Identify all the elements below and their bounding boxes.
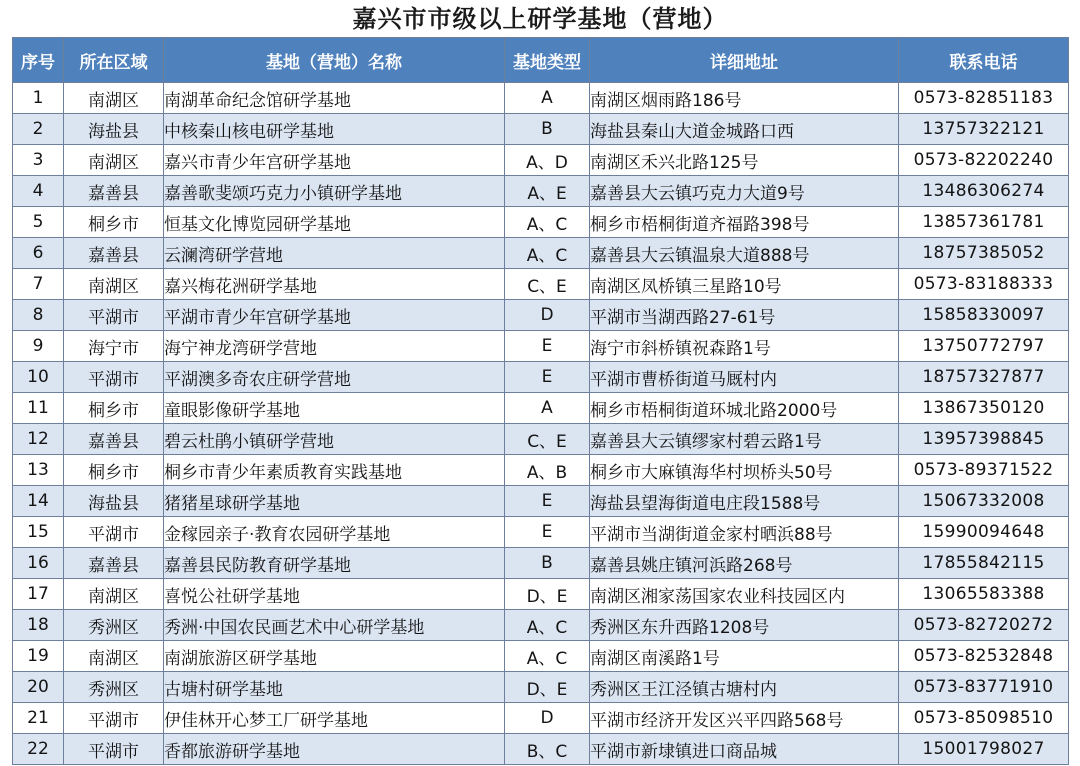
cell-address: 嘉善县大云镇缪家村碧云路1号 bbox=[590, 424, 899, 455]
cell-name: 平湖市青少年宫研学基地 bbox=[164, 300, 505, 331]
cell-type: B、C bbox=[505, 734, 590, 765]
cell-index: 20 bbox=[13, 672, 64, 703]
cell-region: 平湖市 bbox=[64, 300, 164, 331]
cell-phone: 0573-82202240 bbox=[899, 145, 1069, 176]
cell-index: 4 bbox=[13, 176, 64, 207]
cell-address: 嘉善县姚庄镇河浜路268号 bbox=[590, 548, 899, 579]
cell-type: D bbox=[505, 300, 590, 331]
table-row bbox=[13, 424, 1069, 455]
cell-type: A、C bbox=[505, 207, 590, 238]
cell-address: 秀洲区王江泾镇古塘村内 bbox=[590, 672, 899, 703]
cell-index: 18 bbox=[13, 610, 64, 641]
cell-address: 海宁市斜桥镇祝森路1号 bbox=[590, 331, 899, 362]
cell-index: 7 bbox=[13, 269, 64, 300]
cell-name: 平湖澳多奇农庄研学营地 bbox=[164, 362, 505, 393]
cell-region: 嘉善县 bbox=[64, 424, 164, 455]
cell-type: D bbox=[505, 703, 590, 734]
table-row bbox=[13, 331, 1069, 362]
cell-type: A bbox=[505, 393, 590, 424]
cell-phone: 13957398845 bbox=[899, 424, 1069, 455]
cell-phone: 0573-82851183 bbox=[899, 83, 1069, 114]
cell-index: 11 bbox=[13, 393, 64, 424]
cell-name: 伊佳林开心梦工厂研学基地 bbox=[164, 703, 505, 734]
cell-name: 古塘村研学基地 bbox=[164, 672, 505, 703]
cell-name: 金稼园亲子·教育农园研学基地 bbox=[164, 517, 505, 548]
cell-phone: 13757322121 bbox=[899, 114, 1069, 145]
cell-phone: 15858330097 bbox=[899, 300, 1069, 331]
cell-address: 秀洲区东升西路1208号 bbox=[590, 610, 899, 641]
cell-name: 嘉善歌斐颂巧克力小镇研学基地 bbox=[164, 176, 505, 207]
cell-address: 平湖市当湖西路27-61号 bbox=[590, 300, 899, 331]
cell-name: 香都旅游研学基地 bbox=[164, 734, 505, 765]
cell-phone: 0573-83188333 bbox=[899, 269, 1069, 300]
cell-name: 碧云杜鹃小镇研学营地 bbox=[164, 424, 505, 455]
table-row bbox=[13, 393, 1069, 424]
cell-address: 平湖市新埭镇进口商品城 bbox=[590, 734, 899, 765]
table-row bbox=[13, 672, 1069, 703]
cell-address: 桐乡市大麻镇海华村坝桥头50号 bbox=[590, 455, 899, 486]
table-row bbox=[13, 207, 1069, 238]
table-row bbox=[13, 610, 1069, 641]
cell-region: 秀洲区 bbox=[64, 610, 164, 641]
cell-address: 桐乡市梧桐街道环城北路2000号 bbox=[590, 393, 899, 424]
cell-name: 嘉善县民防教育研学基地 bbox=[164, 548, 505, 579]
cell-region: 海盐县 bbox=[64, 114, 164, 145]
cell-index: 13 bbox=[13, 455, 64, 486]
cell-index: 21 bbox=[13, 703, 64, 734]
cell-region: 南湖区 bbox=[64, 641, 164, 672]
page-title: 嘉兴市市级以上研学基地（营地） bbox=[352, 5, 728, 33]
cell-type: A、B bbox=[505, 455, 590, 486]
cell-type: A、C bbox=[505, 610, 590, 641]
table-row bbox=[13, 145, 1069, 176]
cell-index: 5 bbox=[13, 207, 64, 238]
cell-address: 桐乡市梧桐街道齐福路398号 bbox=[590, 207, 899, 238]
header-name: 基地（营地）名称 bbox=[164, 38, 505, 83]
table-row bbox=[13, 486, 1069, 517]
cell-index: 6 bbox=[13, 238, 64, 269]
cell-index: 19 bbox=[13, 641, 64, 672]
table-row bbox=[13, 176, 1069, 207]
cell-address: 南湖区湘家荡国家农业科技园区内 bbox=[590, 579, 899, 610]
header-row bbox=[13, 38, 1069, 83]
cell-region: 秀洲区 bbox=[64, 672, 164, 703]
cell-name: 海宁神龙湾研学营地 bbox=[164, 331, 505, 362]
cell-region: 南湖区 bbox=[64, 83, 164, 114]
cell-type: E bbox=[505, 486, 590, 517]
cell-index: 3 bbox=[13, 145, 64, 176]
cell-phone: 13065583388 bbox=[899, 579, 1069, 610]
cell-type: D、E bbox=[505, 579, 590, 610]
cell-index: 16 bbox=[13, 548, 64, 579]
cell-region: 南湖区 bbox=[64, 269, 164, 300]
table-row bbox=[13, 114, 1069, 145]
cell-region: 桐乡市 bbox=[64, 207, 164, 238]
cell-index: 1 bbox=[13, 83, 64, 114]
header-type: 基地类型 bbox=[505, 38, 590, 83]
table-row bbox=[13, 548, 1069, 579]
research-base-table bbox=[12, 37, 1069, 765]
cell-region: 平湖市 bbox=[64, 703, 164, 734]
cell-phone: 18757327877 bbox=[899, 362, 1069, 393]
table-body bbox=[13, 83, 1069, 765]
table-row bbox=[13, 641, 1069, 672]
cell-type: D、E bbox=[505, 672, 590, 703]
header-region: 所在区域 bbox=[64, 38, 164, 83]
cell-type: E bbox=[505, 362, 590, 393]
cell-region: 南湖区 bbox=[64, 579, 164, 610]
cell-name: 桐乡市青少年素质教育实践基地 bbox=[164, 455, 505, 486]
cell-index: 17 bbox=[13, 579, 64, 610]
cell-address: 海盐县望海街道电庄段1588号 bbox=[590, 486, 899, 517]
table-row bbox=[13, 455, 1069, 486]
cell-region: 嘉善县 bbox=[64, 548, 164, 579]
cell-index: 22 bbox=[13, 734, 64, 765]
cell-type: A、C bbox=[505, 641, 590, 672]
cell-type: C、E bbox=[505, 269, 590, 300]
cell-index: 14 bbox=[13, 486, 64, 517]
cell-name: 秀洲·中国农民画艺术中心研学基地 bbox=[164, 610, 505, 641]
cell-phone: 0573-82720272 bbox=[899, 610, 1069, 641]
cell-phone: 15990094648 bbox=[899, 517, 1069, 548]
cell-type: B bbox=[505, 548, 590, 579]
cell-phone: 13867350120 bbox=[899, 393, 1069, 424]
cell-name: 喜悦公社研学基地 bbox=[164, 579, 505, 610]
cell-phone: 13486306274 bbox=[899, 176, 1069, 207]
cell-address: 南湖区凤桥镇三星路10号 bbox=[590, 269, 899, 300]
cell-type: C、E bbox=[505, 424, 590, 455]
cell-name: 童眼影像研学基地 bbox=[164, 393, 505, 424]
cell-region: 嘉善县 bbox=[64, 176, 164, 207]
table-row bbox=[13, 517, 1069, 548]
header-address: 详细地址 bbox=[590, 38, 899, 83]
cell-phone: 13857361781 bbox=[899, 207, 1069, 238]
cell-address: 平湖市当湖街道金家村晒浜88号 bbox=[590, 517, 899, 548]
cell-region: 平湖市 bbox=[64, 362, 164, 393]
cell-phone: 0573-89371522 bbox=[899, 455, 1069, 486]
cell-type: E bbox=[505, 331, 590, 362]
cell-phone: 15001798027 bbox=[899, 734, 1069, 765]
table-row bbox=[13, 734, 1069, 765]
cell-phone: 0573-85098510 bbox=[899, 703, 1069, 734]
cell-name: 嘉兴梅花洲研学基地 bbox=[164, 269, 505, 300]
cell-name: 猪猪星球研学基地 bbox=[164, 486, 505, 517]
table-row bbox=[13, 300, 1069, 331]
cell-index: 8 bbox=[13, 300, 64, 331]
cell-region: 海盐县 bbox=[64, 486, 164, 517]
cell-name: 恒基文化博览园研学基地 bbox=[164, 207, 505, 238]
table-row bbox=[13, 362, 1069, 393]
table-header bbox=[13, 38, 1069, 83]
cell-index: 15 bbox=[13, 517, 64, 548]
cell-name: 云澜湾研学营地 bbox=[164, 238, 505, 269]
cell-phone: 17855842115 bbox=[899, 548, 1069, 579]
cell-index: 10 bbox=[13, 362, 64, 393]
cell-region: 桐乡市 bbox=[64, 455, 164, 486]
cell-type: A、C bbox=[505, 238, 590, 269]
cell-phone: 13750772797 bbox=[899, 331, 1069, 362]
cell-region: 海宁市 bbox=[64, 331, 164, 362]
cell-type: A、D bbox=[505, 145, 590, 176]
cell-address: 海盐县秦山大道金城路口西 bbox=[590, 114, 899, 145]
cell-region: 平湖市 bbox=[64, 517, 164, 548]
cell-phone: 18757385052 bbox=[899, 238, 1069, 269]
cell-phone: 0573-83771910 bbox=[899, 672, 1069, 703]
cell-phone: 15067332008 bbox=[899, 486, 1069, 517]
cell-name: 嘉兴市青少年宫研学基地 bbox=[164, 145, 505, 176]
cell-type: B bbox=[505, 114, 590, 145]
cell-region: 嘉善县 bbox=[64, 238, 164, 269]
cell-index: 2 bbox=[13, 114, 64, 145]
cell-region: 平湖市 bbox=[64, 734, 164, 765]
table-row bbox=[13, 238, 1069, 269]
cell-type: E bbox=[505, 517, 590, 548]
cell-type: A、E bbox=[505, 176, 590, 207]
cell-address: 南湖区禾兴北路125号 bbox=[590, 145, 899, 176]
cell-name: 南湖革命纪念馆研学基地 bbox=[164, 83, 505, 114]
cell-address: 嘉善县大云镇巧克力大道9号 bbox=[590, 176, 899, 207]
table-row bbox=[13, 269, 1069, 300]
cell-address: 嘉善县大云镇温泉大道888号 bbox=[590, 238, 899, 269]
cell-address: 南湖区南溪路1号 bbox=[590, 641, 899, 672]
table-row bbox=[13, 703, 1069, 734]
cell-address: 平湖市曹桥街道马厩村内 bbox=[590, 362, 899, 393]
cell-type: A bbox=[505, 83, 590, 114]
header-index: 序号 bbox=[13, 38, 64, 83]
cell-index: 12 bbox=[13, 424, 64, 455]
cell-name: 南湖旅游区研学基地 bbox=[164, 641, 505, 672]
cell-index: 9 bbox=[13, 331, 64, 362]
table-row bbox=[13, 579, 1069, 610]
table-row bbox=[13, 83, 1069, 114]
cell-address: 南湖区烟雨路186号 bbox=[590, 83, 899, 114]
cell-address: 平湖市经济开发区兴平四路568号 bbox=[590, 703, 899, 734]
cell-phone: 0573-82532848 bbox=[899, 641, 1069, 672]
cell-region: 桐乡市 bbox=[64, 393, 164, 424]
header-phone: 联系电话 bbox=[899, 38, 1069, 83]
cell-name: 中核秦山核电研学基地 bbox=[164, 114, 505, 145]
cell-region: 南湖区 bbox=[64, 145, 164, 176]
